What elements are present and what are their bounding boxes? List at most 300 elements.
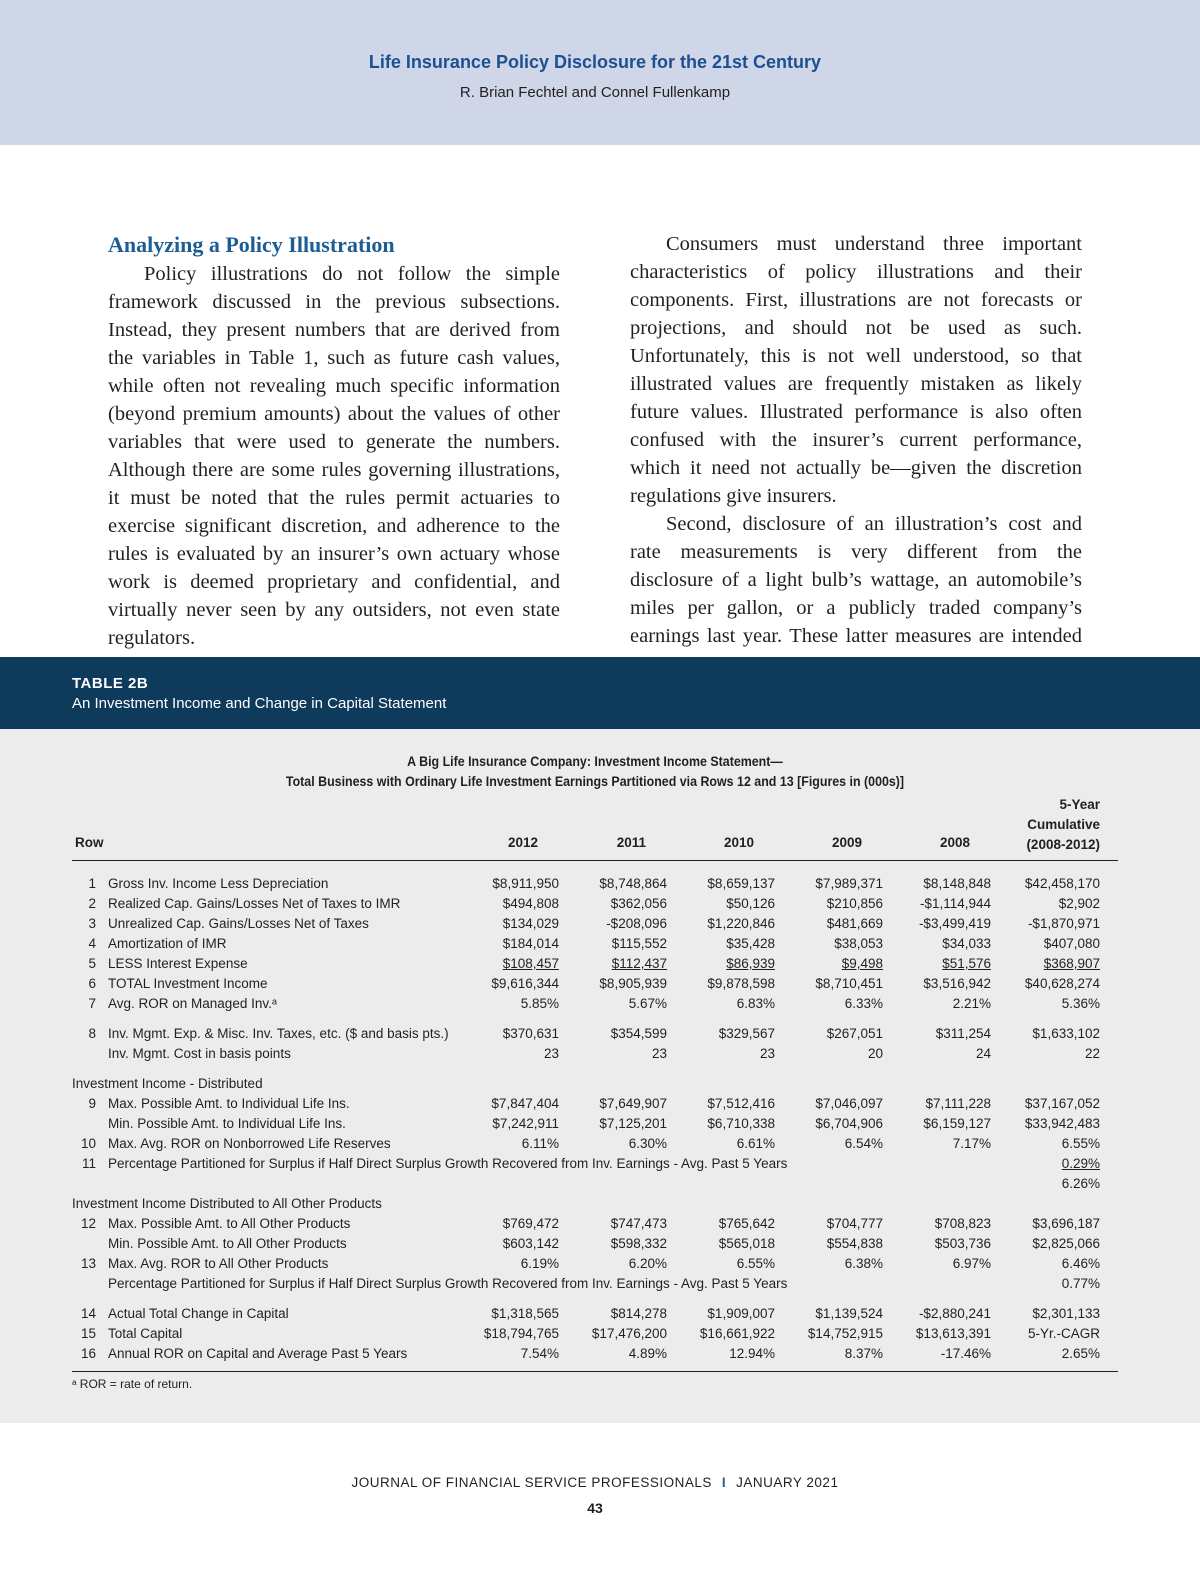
cell-text: $16,661,922 [699,1326,775,1341]
table-row [72,1274,1118,1294]
cell-text: -$1,114,944 [919,896,991,911]
cell-text: $1,909,007 [707,1306,775,1321]
value-cell [675,1134,775,1154]
cumulative-cell [1000,1324,1100,1344]
cell-text: $354,599 [610,1026,667,1041]
cell-text: 5-Yr.-CAGR [1027,1326,1100,1341]
cell-text: $7,512,416 [707,1096,775,1111]
row-label: Inv. Mgmt. Exp. & Misc. Inv. Taxes, etc. ($ and basis pts.) [108,1026,449,1041]
cell-text: 20 [867,1046,883,1061]
value-cell [783,1094,883,1114]
table-row [72,1234,1118,1254]
cell-text: $7,989,371 [815,876,883,891]
table-row [72,1254,1118,1274]
value-cell [567,1134,667,1154]
journal-name: JOURNAL OF FINANCIAL SERVICE PROFESSIONALS [351,1475,712,1490]
cumulative-cell [1000,1134,1100,1154]
cell-text: 6.33% [844,996,883,1011]
row-label: Min. Possible Amt. to Individual Life Ins. [108,1116,346,1131]
cumulative-cell [1000,1304,1100,1324]
cell-text: $112,437 [611,956,667,971]
value-cell [567,954,667,974]
value-cell [675,1344,775,1364]
cell-text: $35,428 [726,936,775,951]
cumulative-cell [1000,1234,1100,1254]
cell-text: $7,046,097 [815,1096,883,1111]
cell-text: 6.38% [844,1256,883,1271]
value-cell [675,1024,775,1044]
cell-text: $86,939 [726,956,775,971]
cell-text: $9,878,598 [707,976,775,991]
issue-date: JANUARY 2021 [736,1475,839,1490]
value-cell [459,874,559,894]
value-cell [891,934,991,954]
cell-text: 24 [975,1046,991,1061]
cumulative-cell [1000,934,1100,954]
table-row [72,1074,1118,1094]
value-cell [891,1214,991,1234]
bottom-rule [72,1371,1118,1372]
value-cell [891,1024,991,1044]
cell-text: 5.36% [1061,996,1100,1011]
table-row [72,954,1118,974]
cell-text: -$3,499,419 [918,916,991,931]
cell-text: $13,613,391 [915,1326,991,1341]
cell-text: $34,033 [942,936,991,951]
year-header: 2012 [507,835,538,850]
cell-text: 6.55% [1061,1136,1100,1151]
cell-text: $565,018 [718,1236,775,1251]
cell-text: 23 [543,1046,559,1061]
cell-text: $8,911,950 [492,876,559,891]
cell-text: $7,649,907 [599,1096,667,1111]
value-cell [783,934,883,954]
row-label: Min. Possible Amt. to All Other Products [108,1236,347,1251]
value-cell [675,1254,775,1274]
row-number: 11 [81,1156,96,1171]
row-number: 7 [88,996,96,1011]
value-cell [675,974,775,994]
table-row [72,1114,1118,1134]
cumulative-cell [1000,1214,1100,1234]
cell-text: $3,696,187 [1032,1216,1100,1231]
value-cell [459,1024,559,1044]
table-subtitle: An Investment Income and Change in Capital Statement [72,695,447,712]
cell-text: $769,472 [502,1216,559,1231]
value-cell [567,1324,667,1344]
cell-text: 6.55% [736,1256,775,1271]
cell-text: 6.11% [521,1136,559,1151]
cell-text: $108,457 [502,956,559,971]
row-number: 13 [80,1256,96,1271]
value-cell [783,874,883,894]
row-number: 6 [88,976,96,991]
running-title: Life Insurance Policy Disclosure for the 21st Century [368,52,822,72]
cell-text: $210,856 [826,896,883,911]
value-cell [459,1214,559,1234]
cell-text: $6,159,127 [923,1116,991,1131]
value-cell [459,1234,559,1254]
row-number: 12 [80,1216,96,1231]
cell-text: $7,847,404 [491,1096,559,1111]
value-cell [675,1324,775,1344]
value-cell [567,994,667,1014]
value-cell [783,954,883,974]
value-cell [567,1254,667,1274]
value-cell [675,934,775,954]
running-authors: R. Brian Fechtel and Connel Fullenkamp [459,84,731,101]
row-number: 16 [80,1346,96,1361]
row-label: Total Capital [108,1326,183,1341]
value-cell [891,1234,991,1254]
year-header: 2009 [831,835,862,850]
body-paragraph: Policy illustrations do not follow the simple framework discussed in the previous subsections. Instead, they present numbers that are derived from the variables in Table 1, such as future cash values, while often not revealing much specific information (beyond premium amounts) about the values of other variables that were used to generate the numbers. Although there are some rules governing illustrations, it must be noted that the rules permit actuaries to exercise significant discretion, and adherence to the rules is evaluated by an insurer’s own actuary whose work is deemed proprietary and confidential, and virtually never seen by any outsiders, not even state regulators. [108,263,560,649]
cell-text: $407,080 [1043,936,1100,951]
cell-text: 0.77% [1061,1276,1100,1291]
page-number: 43 [587,1500,603,1516]
cell-text: $7,242,911 [492,1116,559,1131]
value-cell [783,1254,883,1274]
row-number: 9 [88,1096,96,1111]
cell-text: $38,053 [834,936,883,951]
cell-text: $1,633,102 [1032,1026,1100,1041]
value-cell [675,1114,775,1134]
value-cell [459,974,559,994]
value-cell [783,1234,883,1254]
cell-text: $603,142 [502,1236,559,1251]
cell-text: $18,794,765 [483,1326,559,1341]
cumulative-cell [1000,1044,1100,1064]
value-cell [675,994,775,1014]
value-cell [783,974,883,994]
row-number: 1 [88,876,96,891]
cell-text: $115,552 [611,936,667,951]
cumulative-cell [1000,954,1100,974]
cell-text: $37,167,052 [1024,1096,1100,1111]
year-header: 2008 [939,835,970,850]
cell-text: $329,567 [718,1026,775,1041]
cell-text: $3,516,942 [923,976,991,991]
value-cell [567,934,667,954]
row-number: 15 [80,1326,96,1341]
cell-text: $8,905,939 [599,976,667,991]
header-rule [72,860,1118,861]
cell-text: $8,748,864 [599,876,667,891]
cell-text: $40,628,274 [1024,976,1100,991]
table-row [72,874,1118,894]
cell-text: -17.46% [940,1346,991,1361]
cumulative-cell [1000,914,1100,934]
cell-text: $708,823 [934,1216,991,1231]
value-cell [891,1134,991,1154]
cell-text: 6.30% [628,1136,667,1151]
cell-text: $311,254 [935,1026,991,1041]
table-row [72,1304,1118,1324]
value-cell [675,894,775,914]
cell-text: $814,278 [610,1306,667,1321]
cell-text: 0.29% [1061,1156,1100,1171]
value-cell [459,1134,559,1154]
year-header: 2010 [723,835,754,850]
cell-text: $1,318,565 [491,1306,559,1321]
cell-text: 2.21% [952,996,991,1011]
value-cell [783,1344,883,1364]
row-label: TOTAL Investment Income [108,976,268,991]
value-cell [675,1044,775,1064]
table-row [72,1094,1118,1114]
cell-text: $765,642 [718,1216,775,1231]
value-cell [567,1024,667,1044]
value-cell [891,874,991,894]
cell-text: $51,576 [942,956,991,971]
value-cell [567,1094,667,1114]
cell-text: $554,838 [826,1236,883,1251]
cell-text: $8,148,848 [923,876,991,891]
cell-text: 12.94% [729,1346,775,1361]
value-cell [783,1024,883,1044]
table-row [72,1214,1118,1234]
cell-text: 23 [759,1046,775,1061]
cell-text: $598,332 [610,1236,667,1251]
cell-text: $8,659,137 [707,876,775,891]
cumulative-header-line: (2008-2012) [1026,837,1100,852]
value-cell [675,1094,775,1114]
cell-text: 7.54% [520,1346,559,1361]
value-cell [459,1044,559,1064]
cell-text: 23 [651,1046,667,1061]
table-caption-line1: A Big Life Insurance Company: Investment Income Statement— [407,754,783,769]
cell-text: $2,301,133 [1032,1306,1100,1321]
cell-text: $370,631 [502,1026,559,1041]
value-cell [567,1344,667,1364]
cell-text: $267,051 [826,1026,883,1041]
row-number: 4 [88,936,96,951]
value-cell [783,1304,883,1324]
value-cell [567,1234,667,1254]
cell-text: $494,808 [502,896,559,911]
cumulative-header-line: 5-Year [1059,797,1100,812]
value-cell [675,1214,775,1234]
value-cell [891,1114,991,1134]
table-caption-line2: Total Business with Ordinary Life Investment Earnings Partitioned via Rows 12 and 13 [Figures in (000s)] [285,774,905,789]
value-cell [459,914,559,934]
value-cell [567,974,667,994]
cell-text: $2,902 [1058,896,1100,911]
cell-text: $17,476,200 [591,1326,667,1341]
row-label: Realized Cap. Gains/Losses Net of Taxes to IMR [108,896,401,911]
value-cell [459,894,559,914]
cell-text: 6.46% [1061,1256,1100,1271]
table-row [72,994,1118,1014]
row-label: Max. Possible Amt. to All Other Products [108,1216,351,1231]
table-label: TABLE 2B [72,675,149,692]
left-column [108,230,560,652]
cumulative-cell [1000,1274,1100,1294]
cell-text: 5.85% [520,996,559,1011]
value-cell [567,1044,667,1064]
row-label: Annual ROR on Capital and Average Past 5 Years [108,1346,408,1361]
cell-text: $14,752,915 [807,1326,883,1341]
cell-text: 22 [1084,1046,1100,1061]
cumulative-cell [1000,1174,1100,1194]
row-number: 2 [88,896,96,911]
cell-text: $9,616,344 [491,976,559,991]
value-cell [459,954,559,974]
value-cell [675,914,775,934]
table-row [72,1344,1118,1364]
cell-text: $747,473 [610,1216,667,1231]
table-row [72,974,1118,994]
row-label: LESS Interest Expense [108,956,248,971]
row-label: Gross Inv. Income Less Depreciation [108,876,329,891]
value-cell [675,1304,775,1324]
value-cell [459,1304,559,1324]
table-row [72,914,1118,934]
cell-text: $2,825,066 [1032,1236,1100,1251]
value-cell [459,994,559,1014]
value-cell [459,1254,559,1274]
row-label: Percentage Partitioned for Surplus if Half Direct Surplus Growth Recovered from Inv. Earnings - Avg. Past 5 Years [108,1276,788,1291]
footer-separator: I [721,1475,727,1490]
body-paragraph: Second, disclosure of an illustration’s cost and rate measurements is very different from the disclosure of a light bulb’s wattage, an automobile’s miles per gallon, or a publicly traded company’s earnings last year. These latter measures are intended [630,513,1082,647]
value-cell [675,954,775,974]
cell-text: $33,942,483 [1024,1116,1100,1131]
cell-text: 4.89% [628,1346,667,1361]
cell-text: $42,458,170 [1024,876,1100,891]
cumulative-cell [1000,874,1100,894]
cell-text: $9,498 [841,956,883,971]
value-cell [567,1304,667,1324]
value-cell [891,1324,991,1344]
value-cell [567,894,667,914]
table-row [72,1154,1118,1174]
cell-text: 6.61% [736,1136,775,1151]
right-column [630,230,1082,678]
row-number: 14 [80,1306,96,1321]
section-heading: Analyzing a Policy Illustration [108,232,395,257]
year-header: 2011 [616,835,646,850]
value-cell [783,994,883,1014]
cumulative-header-line: Cumulative [1027,817,1100,832]
value-cell [783,1134,883,1154]
value-cell [459,934,559,954]
table-row [72,934,1118,954]
footnote: ᵃ ROR = rate of return. [72,1377,193,1391]
value-cell [783,914,883,934]
cell-text: $704,777 [826,1216,883,1231]
value-cell [783,894,883,914]
row-label: Avg. ROR on Managed Inv.ᵃ [108,996,277,1011]
cell-text: $1,220,846 [707,916,775,931]
value-cell [783,1214,883,1234]
row-label: Max. Avg. ROR to All Other Products [108,1256,329,1271]
cell-text: $7,111,228 [925,1096,991,1111]
value-cell [459,1094,559,1114]
value-cell [891,1094,991,1114]
row-label: Percentage Partitioned for Surplus if Half Direct Surplus Growth Recovered from Inv. Earnings - Avg. Past 5 Years [108,1156,788,1171]
cumulative-cell [1000,1154,1100,1174]
table-row [72,1134,1118,1154]
cell-text: $50,126 [726,896,775,911]
row-number: 8 [88,1026,96,1041]
value-cell [891,994,991,1014]
cell-text: 6.97% [952,1256,991,1271]
value-cell [783,1114,883,1134]
table-title-band [0,657,1200,729]
cell-text: 6.26% [1061,1176,1100,1191]
cell-text: $503,736 [934,1236,991,1251]
value-cell [567,874,667,894]
cell-text: $368,907 [1043,956,1100,971]
row-header: Row [75,835,104,850]
table-row [72,1024,1118,1044]
value-cell [567,914,667,934]
cumulative-cell [1000,1254,1100,1274]
cell-text: 6.83% [736,996,775,1011]
value-cell [783,1044,883,1064]
value-cell [675,1234,775,1254]
value-cell [891,1304,991,1324]
cell-text: 8.37% [844,1346,883,1361]
value-cell [459,1344,559,1364]
cell-text: -$1,870,971 [1027,916,1100,931]
row-label: Unrealized Cap. Gains/Losses Net of Taxes [108,916,369,931]
value-cell [891,1344,991,1364]
cell-text: 6.54% [844,1136,883,1151]
row-label: Amortization of IMR [108,936,227,951]
value-cell [891,1044,991,1064]
cell-text: -$2,880,241 [918,1306,991,1321]
cell-text: 2.65% [1061,1346,1100,1361]
table-row [72,1324,1118,1344]
cell-text: 7.17% [952,1136,991,1151]
row-number: 5 [88,956,96,971]
cell-text: $184,014 [502,936,559,951]
body-paragraph: Consumers must understand three important characteristics of policy illustrations and their components. First, illustrations are not forecasts or projections, and should not be used as such. Unfortunately, this is not well understood, so that illustrated values are frequently mistaken as likely future values. Illustrated performance is also often confused with the insurer’s current performance, which it need not actually be—given the discretion regulations give insurers. [630,233,1082,507]
row-number: 3 [88,916,96,931]
value-cell [891,1254,991,1274]
cumulative-cell [1000,1094,1100,1114]
value-cell [891,954,991,974]
section-label: Investment Income - Distributed [72,1076,263,1091]
cumulative-cell [1000,994,1100,1014]
page-footer [0,1475,1190,1490]
table-row [72,894,1118,914]
table-row [72,1044,1118,1064]
row-number: 10 [80,1136,96,1151]
value-cell [891,894,991,914]
cell-text: $8,710,451 [815,976,883,991]
cell-text: $362,056 [610,896,667,911]
cumulative-cell [1000,1344,1100,1364]
value-cell [459,1324,559,1344]
cumulative-header [1010,795,1100,855]
cumulative-cell [1000,894,1100,914]
value-cell [891,974,991,994]
value-cell [783,1324,883,1344]
cell-text: $6,704,906 [815,1116,883,1131]
cell-text: $134,029 [502,916,559,931]
cell-text: $6,710,338 [707,1116,775,1131]
value-cell [459,1114,559,1134]
cell-text: 5.67% [628,996,667,1011]
row-label: Inv. Mgmt. Cost in basis points [108,1046,291,1061]
row-label: Actual Total Change in Capital [108,1306,289,1321]
cumulative-cell [1000,1024,1100,1044]
cell-text: $7,125,201 [599,1116,667,1131]
cell-text: 6.20% [628,1256,667,1271]
value-cell [891,914,991,934]
